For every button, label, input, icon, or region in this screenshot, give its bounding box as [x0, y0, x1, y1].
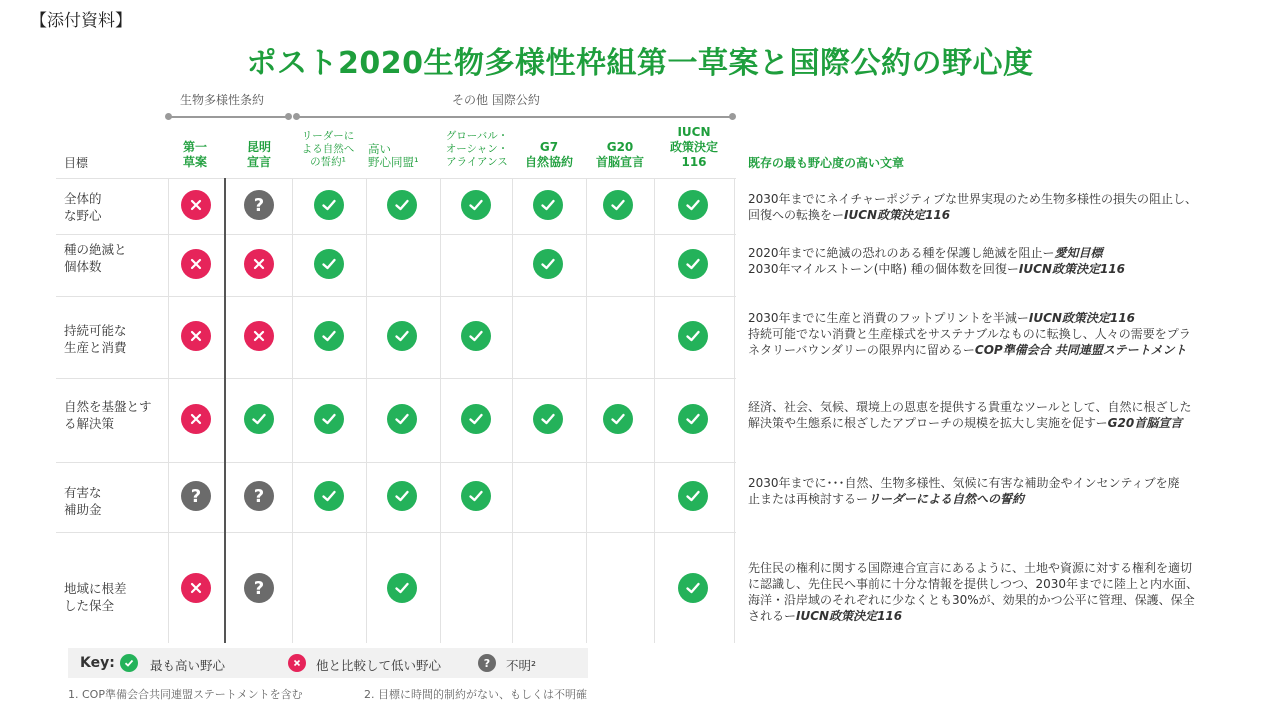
check-icon: [678, 404, 708, 434]
text-overall-ambition: 2030年までにネイチャーポジティブな世界実現のため生物多様性の損失の阻止し、 回復への転換をーIUCN政策決定116: [748, 192, 1197, 222]
group-dot: [165, 113, 172, 120]
check-icon: [461, 321, 491, 351]
question-icon: ?: [244, 573, 274, 603]
column-divider: [734, 178, 735, 643]
check-icon: [314, 190, 344, 220]
column-divider: [654, 178, 655, 643]
key-unknown-icon: ?: [478, 654, 496, 672]
text-extinction: 2020年までに絶滅の恐れのある種を保護し絶滅を阻止ー愛知目標 2030年マイルストーン(中略) 種の個体数を回復ーIUCN政策決定116: [748, 246, 1125, 276]
group-dot: [285, 113, 292, 120]
check-icon: [314, 481, 344, 511]
cross-icon: [181, 190, 211, 220]
check-icon: [387, 573, 417, 603]
page-title: ポスト2020生物多様性枠組第一草案と国際公約の野心度: [246, 46, 1034, 81]
group-line-cbd: [168, 116, 288, 118]
header-goa: グローバル・ オーシャン・ アライアンス: [445, 130, 509, 168]
check-icon: [461, 190, 491, 220]
header-g7: G7 自然協約: [524, 140, 573, 169]
group-label-cbd: 生物多様性条約: [180, 93, 265, 107]
check-icon: [678, 321, 708, 351]
goal-local-conservation: 地域に根差 した保全: [64, 581, 127, 613]
column-divider: [366, 178, 367, 643]
check-icon: [461, 404, 491, 434]
question-icon: ?: [244, 190, 274, 220]
column-divider: [440, 178, 441, 643]
header-leaders: リーダーに よる自然へ の誓約¹: [301, 130, 355, 168]
check-icon: [678, 249, 708, 279]
check-icon: [533, 249, 563, 279]
group-line-other: [296, 116, 732, 118]
text-sustainable-production: 2030年までに生産と消費のフットプリントを半減ーIUCN政策決定116 持続可能でない消費と生産様式をサステナブルなものに転換し、人々の需要をプラ ネタリーバウンダリーの限界内に留めるーCOP準備会合 共同連盟ステートメント: [748, 311, 1191, 357]
key-check-text: 最も高い野心: [150, 658, 226, 673]
text-nature-based: 経済、社会、気候、環境上の恩恵を提供する貴重なツールとして、自然に根ざした 解決策や生態系に根ざしたアプローチの規模を拡大し実施を促すーG20首脳宣言: [748, 400, 1192, 430]
cross-icon: [181, 404, 211, 434]
check-icon: [461, 481, 491, 511]
key-cross-icon: [288, 654, 306, 672]
group-dot: [729, 113, 736, 120]
column-divider: [168, 178, 169, 643]
text-harmful-subsidies: 2030年までに･･･自然、生物多様性、気候に有害な補助金やインセンティブを廃 止または再検討するーリーダーによる自然への誓約: [748, 476, 1180, 506]
row-divider: [56, 178, 736, 179]
column-divider: [586, 178, 587, 643]
row-divider: [56, 462, 736, 463]
row-divider: [56, 532, 736, 533]
check-icon: [678, 481, 708, 511]
cross-icon: [181, 249, 211, 279]
header-goal: 目標: [64, 156, 89, 170]
group-label-other: その他 国際公約: [452, 93, 540, 107]
header-g20: G20 首脳宣言: [595, 140, 644, 169]
attachment-tag: 【添付資料】: [30, 11, 132, 31]
goal-overall-ambition: 全体的 な野心: [64, 191, 102, 223]
check-icon: [678, 573, 708, 603]
header-hac: 高い 野心同盟¹: [368, 142, 419, 169]
check-icon: [314, 249, 344, 279]
header-draft: 第一 草案: [182, 140, 207, 169]
check-icon: [387, 190, 417, 220]
key-label: Key:: [80, 655, 115, 671]
check-icon: [603, 404, 633, 434]
check-icon: [533, 190, 563, 220]
key-cross-text: 他と比較して低い野心: [316, 658, 442, 673]
goal-sustainable-production: 持続可能な 生産と消費: [64, 323, 127, 355]
header-iucn: IUCN 政策決定 116: [669, 125, 718, 169]
text-local-conservation: 先住民の権利に関する国際連合宣言にあるように、土地や資源に対する権利を適切 に認識し、先住民へ事前に十分な情報を提供しつつ、2030年までに陸上と内水面、 海洋・沿岸域のそれぞれに少なくとも30%が、効果的かつ公平に管理、保護、保全 されるーIUCN政策決定116: [748, 561, 1199, 623]
check-icon: [533, 404, 563, 434]
check-icon: [314, 321, 344, 351]
header-kunming: 昆明 宣言: [246, 140, 271, 169]
row-divider: [56, 234, 736, 235]
goal-nature-based: 自然を基盤とす る解決策: [64, 399, 152, 431]
group-dot: [293, 113, 300, 120]
column-divider: [512, 178, 513, 643]
column-divider-cbd: [224, 178, 226, 643]
cross-icon: [244, 321, 274, 351]
check-icon: [387, 321, 417, 351]
check-icon: [244, 404, 274, 434]
row-divider: [56, 378, 736, 379]
header-existing-text: 既存の最も野心度の高い文章: [748, 156, 905, 170]
question-icon: ?: [181, 481, 211, 511]
cross-icon: [181, 321, 211, 351]
footnote-1: 1. COP準備会合共同連盟ステートメントを含む: [68, 688, 303, 701]
check-icon: [603, 190, 633, 220]
row-divider: [56, 296, 736, 297]
cross-icon: [244, 249, 274, 279]
column-divider: [292, 178, 293, 643]
check-icon: [678, 190, 708, 220]
question-icon: ?: [244, 481, 274, 511]
key-unknown-text: 不明²: [506, 658, 537, 673]
check-icon: [387, 481, 417, 511]
goal-extinction: 種の絶滅と 個体数: [64, 242, 127, 274]
key-check-icon: [120, 654, 138, 672]
footnote-2: 2. 目標に時間的制約がない、もしくは不明確: [364, 688, 587, 701]
cross-icon: [181, 573, 211, 603]
check-icon: [387, 404, 417, 434]
goal-harmful-subsidies: 有害な 補助金: [64, 485, 102, 517]
check-icon: [314, 404, 344, 434]
